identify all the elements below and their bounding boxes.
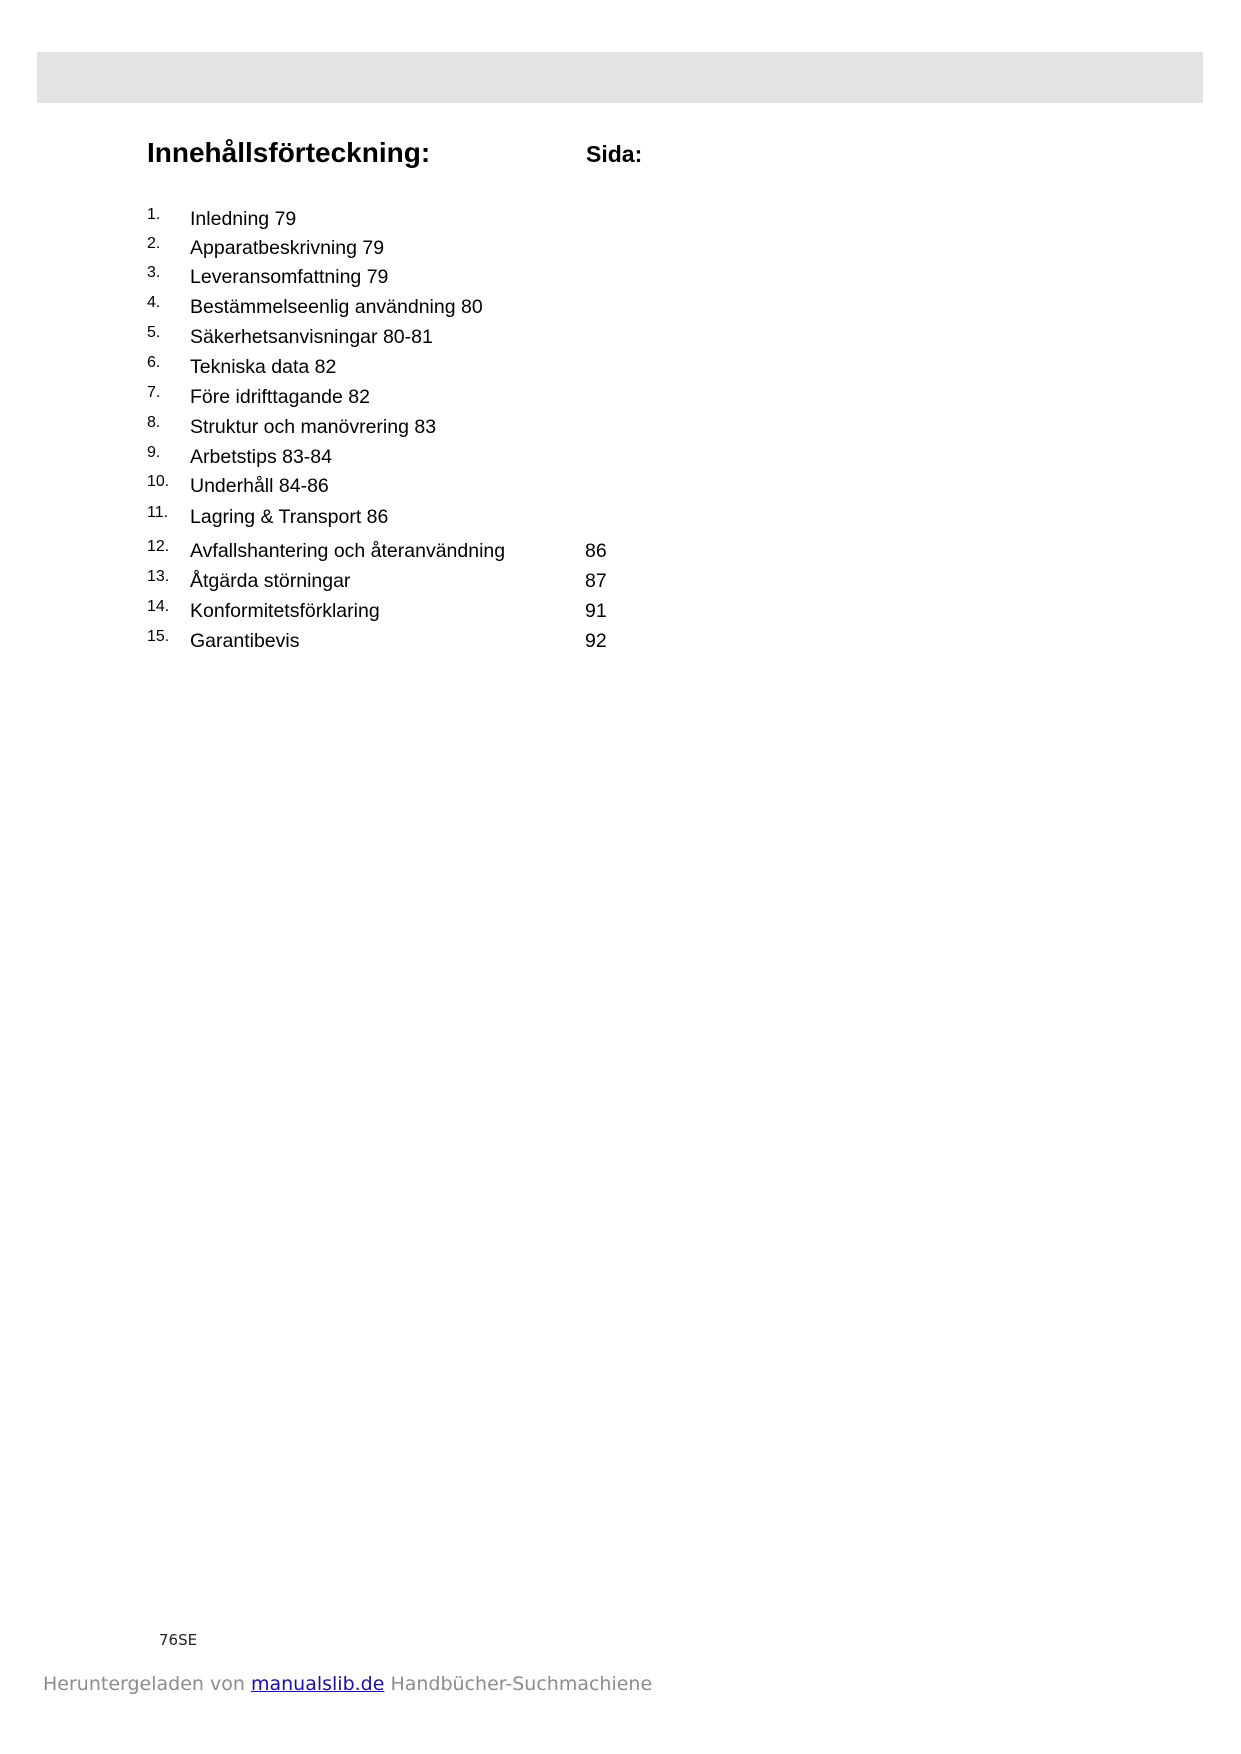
toc-entry-number: 10. <box>147 473 170 490</box>
toc-entry <box>0 537 1241 563</box>
toc-entry-number: 1. <box>147 206 161 223</box>
toc-entry <box>0 597 1241 623</box>
toc-entry-number: 11. <box>147 504 169 521</box>
toc-entry <box>0 627 1241 653</box>
toc-entry-number: 3. <box>147 264 161 281</box>
toc-entry <box>0 503 1241 529</box>
toc-entry-page: 91 <box>585 600 607 622</box>
toc-entry-number: 8. <box>147 414 161 431</box>
toc-title: Innehållsförteckning: <box>147 137 431 168</box>
toc-entry <box>0 413 1241 439</box>
toc-entry-number: 13. <box>147 568 170 585</box>
toc-entry-text: Konformitetsförklaring <box>190 600 380 622</box>
toc-entry-number: 5. <box>147 324 161 341</box>
page-number: 76SE <box>159 1631 198 1649</box>
toc-entry-text: Leveransomfattning 79 <box>190 266 389 288</box>
toc-entry-text: Säkerhetsanvisningar 80-81 <box>190 326 433 348</box>
footer-suffix: Handbücher-Suchmachiene <box>384 1673 653 1695</box>
toc-entry-text: Struktur och manövrering 83 <box>190 416 437 438</box>
toc-entry-text: Lagring & Transport 86 <box>190 506 389 528</box>
toc-entry-text: Inledning 79 <box>190 208 297 230</box>
toc-entry-text: Före idrifttagande 82 <box>190 386 370 408</box>
toc-entry-text: Tekniska data 82 <box>190 356 337 378</box>
toc-entry-page: 92 <box>585 630 607 652</box>
toc-entry <box>0 293 1241 319</box>
header-band <box>37 52 1203 103</box>
toc-entry <box>0 567 1241 593</box>
toc-entry-page: 87 <box>585 570 607 592</box>
toc-entry-number: 12. <box>147 538 170 555</box>
manualslib-link[interactable]: manualslib.de <box>250 1673 385 1695</box>
toc-entry-text: Bestämmelseenlig användning 80 <box>190 296 483 318</box>
toc-entry <box>0 205 1241 231</box>
toc-entry-number: 7. <box>147 384 161 401</box>
toc-entry-text: Garantibevis <box>190 630 300 652</box>
toc-entry-number: 2. <box>147 235 161 252</box>
toc-entry-text: Arbetstips 83-84 <box>190 446 332 468</box>
toc-entry <box>0 263 1241 289</box>
toc-entry <box>0 353 1241 379</box>
toc-entry <box>0 383 1241 409</box>
footer-prefix: Heruntergeladen von <box>43 1673 251 1695</box>
toc-entry <box>0 472 1241 498</box>
toc-entry-number: 4. <box>147 294 161 311</box>
toc-entry-text: Apparatbeskrivning 79 <box>190 237 385 259</box>
toc-entry-text: Åtgärda störningar <box>190 570 351 592</box>
page-column-title: Sida: <box>586 141 643 167</box>
toc-entry-number: 9. <box>147 444 161 461</box>
toc-entry <box>0 323 1241 349</box>
toc-entry <box>0 234 1241 260</box>
toc-entry-number: 14. <box>147 598 170 615</box>
toc-entry-number: 15. <box>147 628 170 645</box>
footer-download-note <box>43 1672 652 1696</box>
toc-entry-page: 86 <box>585 540 607 562</box>
toc-entry-text: Underhåll 84-86 <box>190 475 329 497</box>
toc-entry <box>0 443 1241 469</box>
toc-entry-number: 6. <box>147 354 161 371</box>
toc-entry-text: Avfallshantering och återanvändning <box>190 540 506 562</box>
